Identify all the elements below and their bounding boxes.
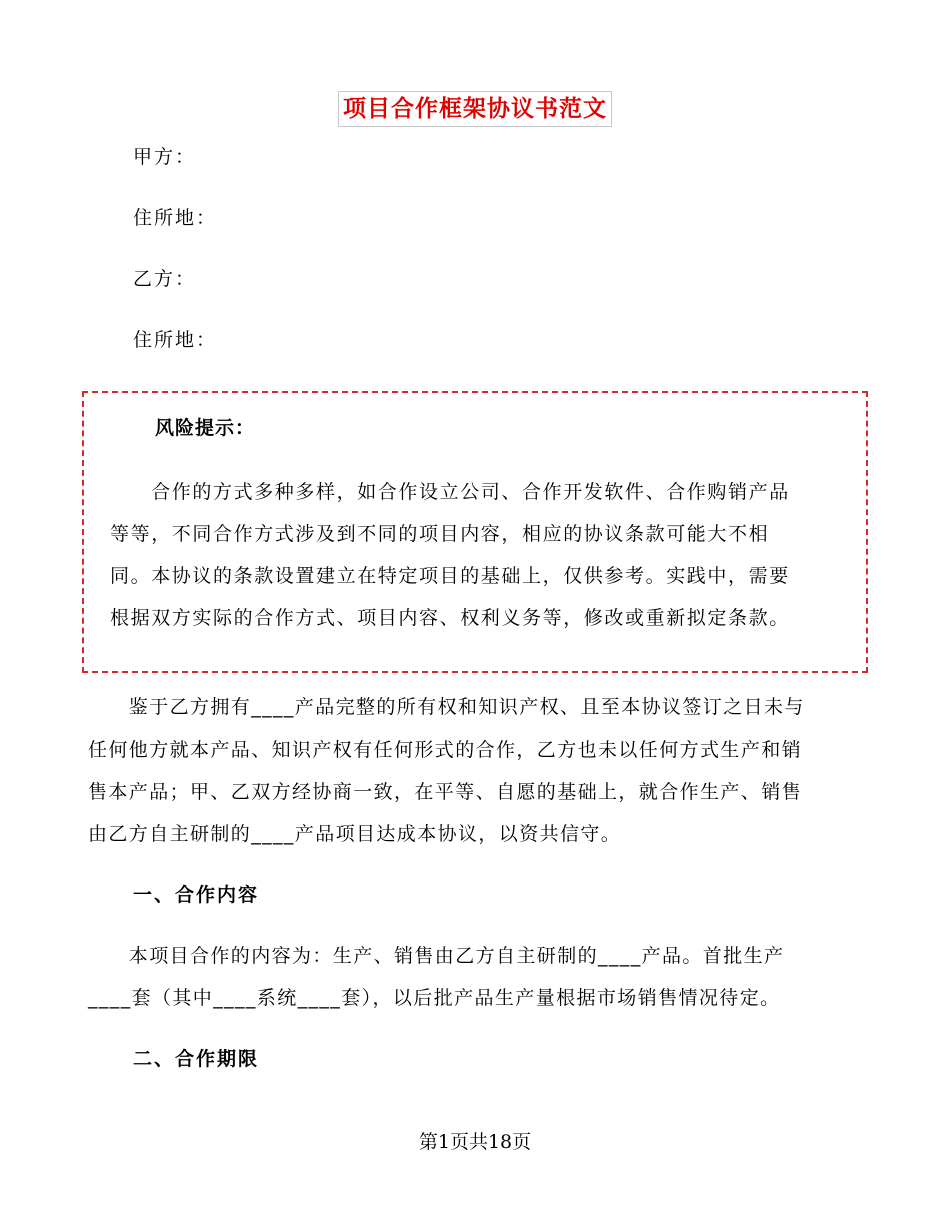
section-1-line: ____套（其中____系统____套），以后批产品生产量根据市场销售情况待定。 xyxy=(88,987,781,1009)
address-a-label: 住所地： xyxy=(133,207,218,229)
preamble-line: 鉴于乙方拥有____产品完整的所有权和知识产权、且至本协议签订之日未与 xyxy=(88,696,805,718)
risk-notice-heading: 风险提示： xyxy=(155,417,256,439)
risk-notice-line: 合作的方式多种多样，如合作设立公司、合作开发软件、合作购销产品 xyxy=(110,481,790,503)
preamble-line: 任何他方就本产品、知识产权有任何形式的合作，乙方也未以任何方式生产和销 xyxy=(88,739,803,761)
document-title: 项目合作框架协议书范文 xyxy=(338,91,612,127)
section-2-heading: 二、合作期限 xyxy=(133,1048,260,1070)
preamble-line: 由乙方自主研制的____产品项目达成本协议，以资共信守。 xyxy=(88,823,622,845)
section-1-line: 本项目合作的内容为：生产、销售由乙方自主研制的____产品。首批生产 xyxy=(88,945,785,967)
risk-notice-line: 根据双方实际的合作方式、项目内容、权利义务等，修改或重新拟定条款。 xyxy=(110,607,790,629)
risk-notice-line: 等等，不同合作方式涉及到不同的项目内容，相应的协议条款可能大不相 xyxy=(110,523,770,545)
address-b-label: 住所地： xyxy=(133,329,218,351)
section-1-heading: 一、合作内容 xyxy=(133,884,260,906)
preamble-line: 售本产品；甲、乙双方经协商一致，在平等、自愿的基础上，就合作生产、销售 xyxy=(88,781,803,803)
party-a-label: 甲方： xyxy=(133,146,197,168)
page-footer: 第1页共18页 xyxy=(418,1131,532,1153)
risk-notice-line: 同。本协议的条款设置建立在特定项目的基础上，仅供参考。实践中，需要 xyxy=(110,565,790,587)
party-b-label: 乙方： xyxy=(133,268,197,290)
